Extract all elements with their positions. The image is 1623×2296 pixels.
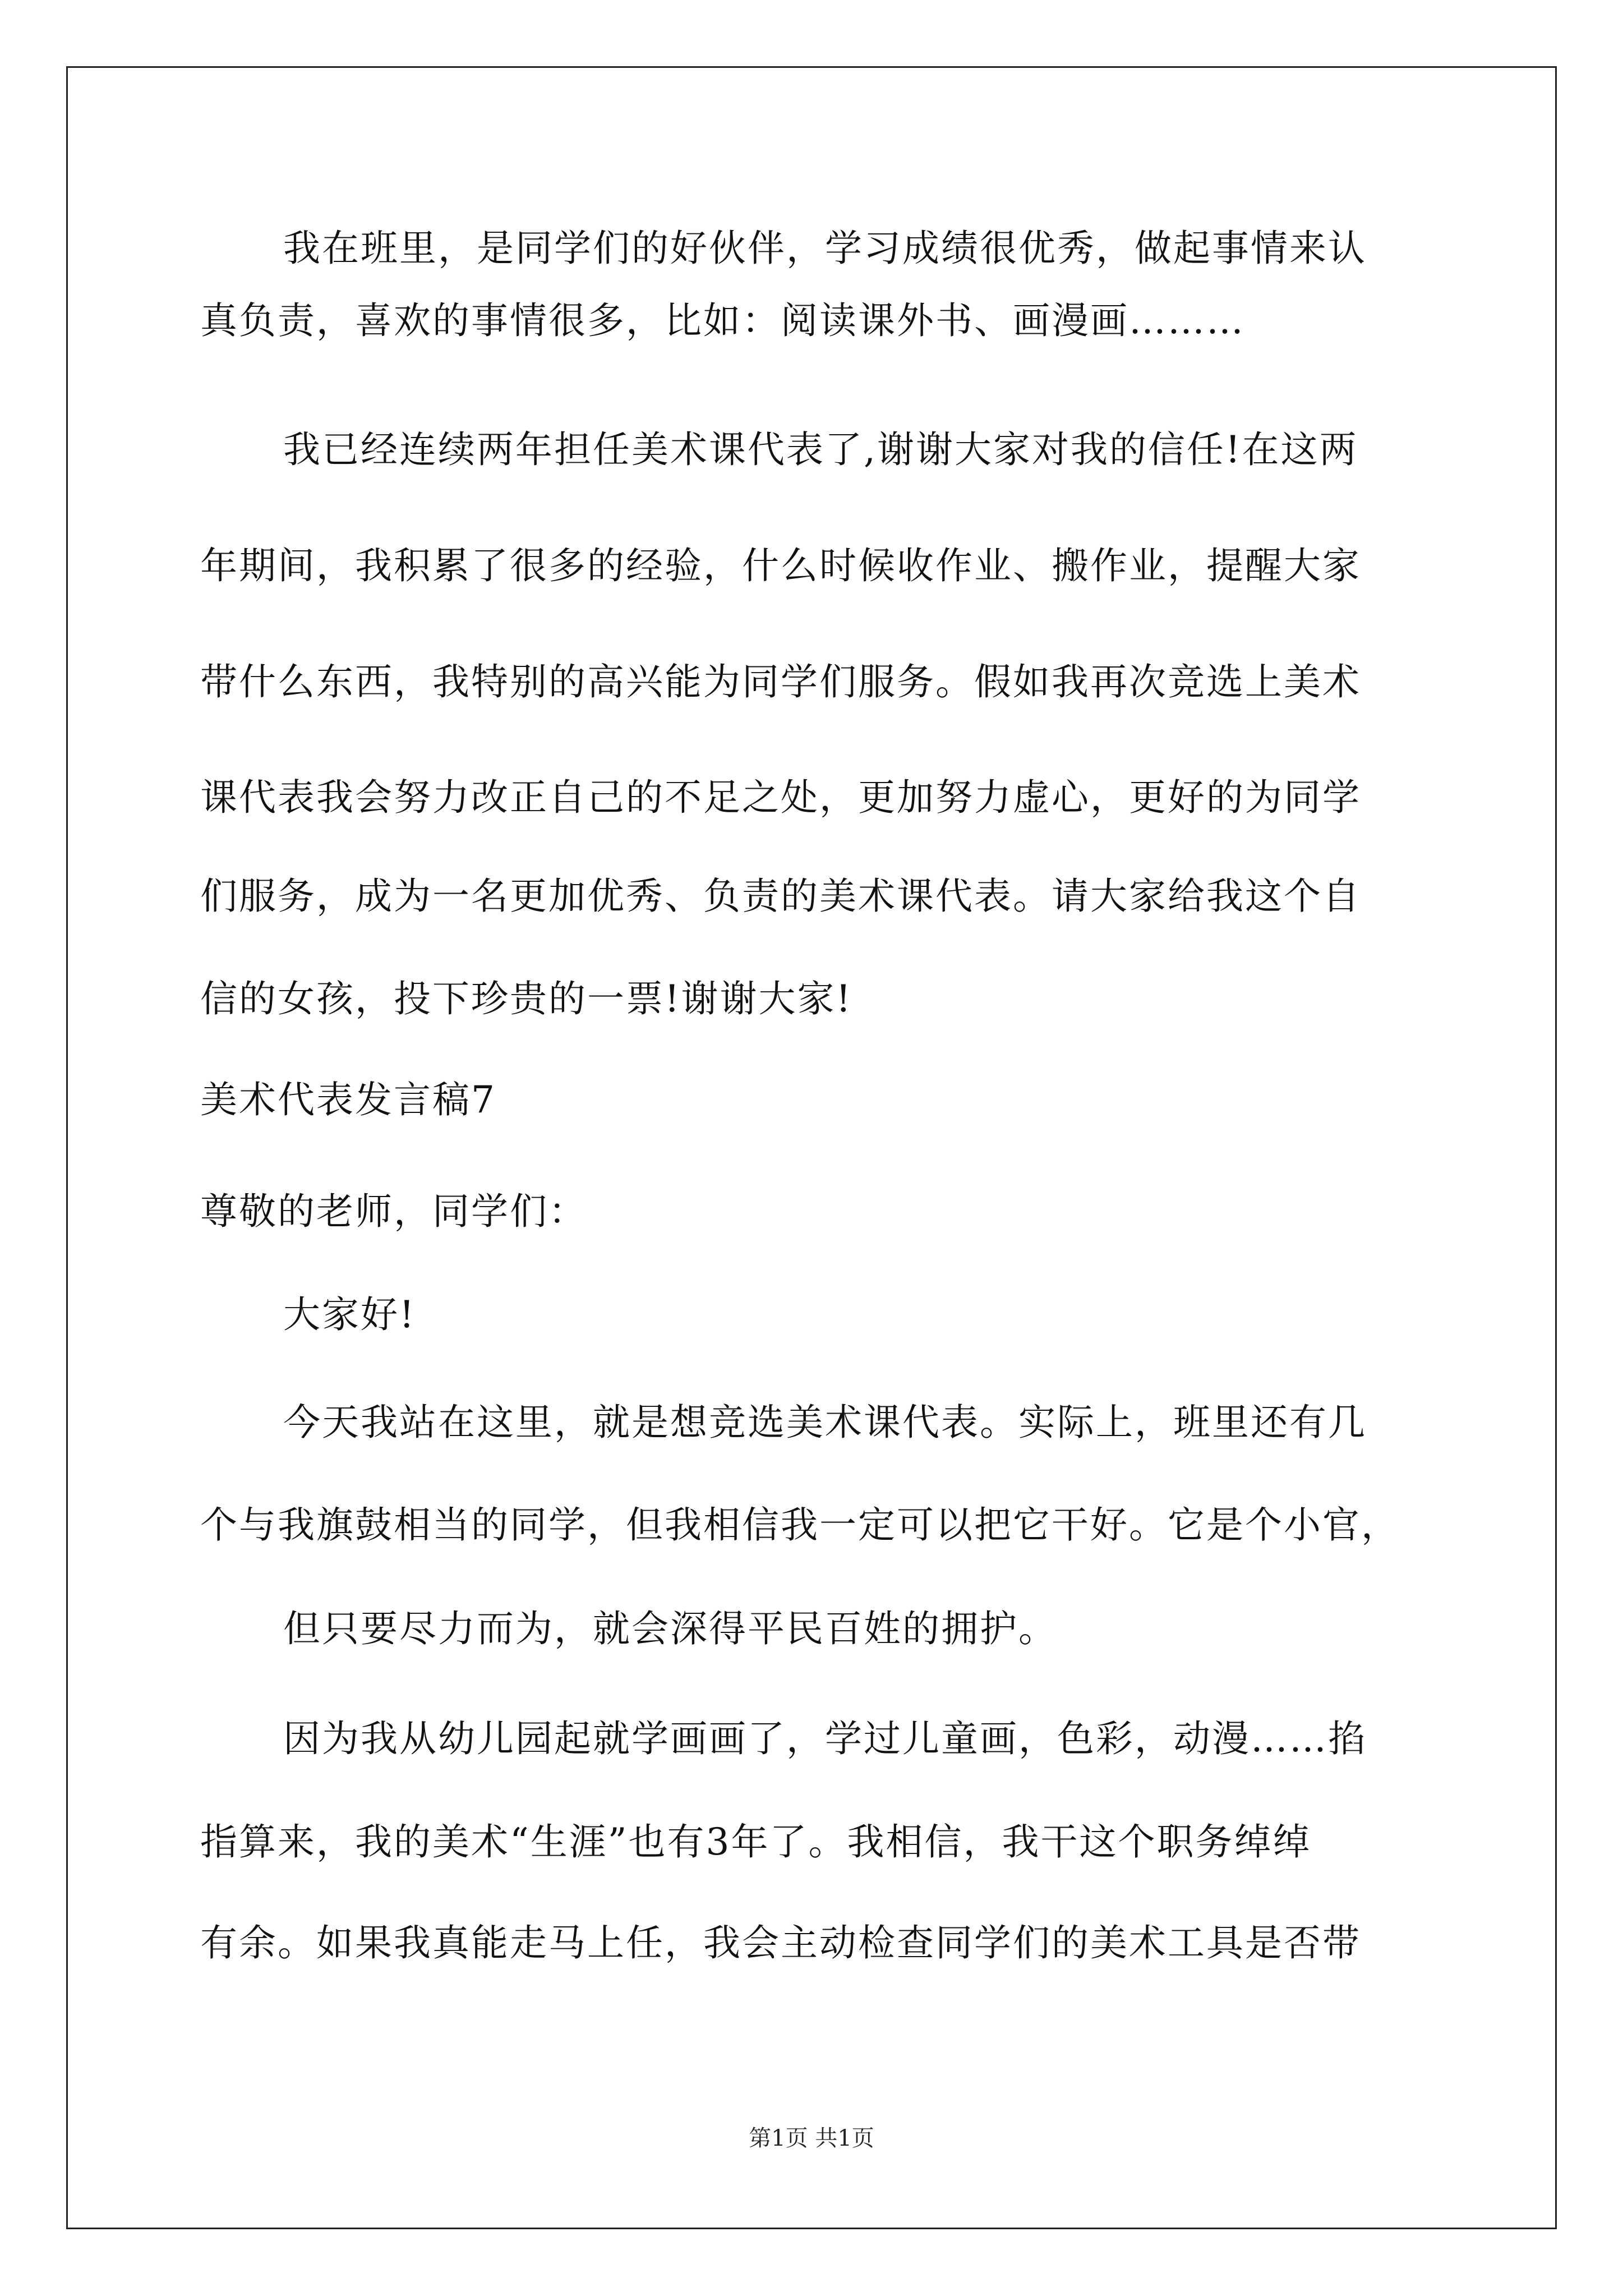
salutation: 尊敬的老师，同学们：	[200, 1190, 587, 1233]
paragraph-line: 但只要尽力而为，就会深得平民百姓的拥护。	[283, 1607, 1057, 1650]
paragraph-line: 们服务，成为一名更加优秀、负责的美术课代表。请大家给我这个自	[200, 875, 1361, 918]
paragraph-line: 带什么东西，我特别的高兴能为同学们服务。假如我再次竞选上美术	[200, 660, 1361, 703]
paragraph-line: 真负责，喜欢的事情很多，比如：阅读课外书、画漫画………	[200, 299, 1245, 342]
section-heading: 美术代表发言稿7	[200, 1078, 496, 1121]
paragraph-line: 今天我站在这里，就是想竞选美术课代表。实际上，班里还有几	[283, 1401, 1367, 1444]
paragraph-line: 年期间，我积累了很多的经验，什么时候收作业、搬作业，提醒大家	[200, 544, 1361, 587]
paragraph-line: 信的女孩，投下珍贵的一票!谢谢大家!	[200, 977, 853, 1020]
page-footer: 第1页 共1页	[749, 2125, 874, 2151]
paragraph-line: 课代表我会努力改正自己的不足之处，更加努力虚心，更好的为同学	[200, 776, 1361, 819]
paragraph-line: 个与我旗鼓相当的同学，但我相信我一定可以把它干好。它是个小官，	[200, 1503, 1400, 1547]
paragraph-line: 我在班里，是同学们的好伙伴，学习成绩很优秀，做起事情来认	[283, 227, 1367, 270]
paragraph-line: 指算来，我的美术“生涯”也有3年了。我相信，我干这个职务绰绰	[200, 1820, 1312, 1864]
page-border	[66, 66, 1557, 2229]
greeting: 大家好!	[283, 1293, 416, 1336]
paragraph-line: 因为我从幼儿园起就学画画了，学过儿童画，色彩，动漫……掐	[283, 1717, 1367, 1760]
paragraph-line: 我已经连续两年担任美术课代表了,谢谢大家对我的信任!在这两	[283, 428, 1358, 471]
paragraph-line: 有余。如果我真能走马上任，我会主动检查同学们的美术工具是否带	[200, 1921, 1361, 1964]
